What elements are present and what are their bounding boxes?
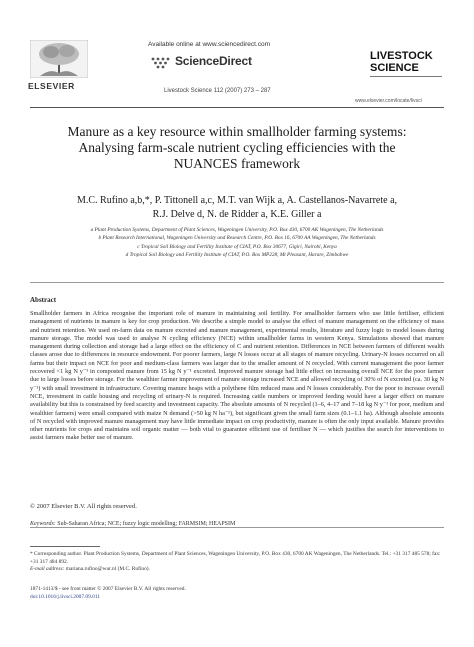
- brand-line-1: LIVESTOCK: [370, 50, 433, 62]
- journal-header: [0, 0, 474, 108]
- corresponding-author-note: [30, 551, 444, 574]
- title-line-3: NUANCES framework: [173, 156, 301, 171]
- affiliation-a: a Plant Production Systems, Department of Plant Sciences, Wageningen University, P.O. Box 430, 6700 AK Wageningen, The Netherlands: [90, 227, 384, 233]
- publisher-name: ELSEVIER: [28, 81, 75, 91]
- tree-icon: [30, 40, 88, 78]
- doi-link[interactable]: doi:10.1016/j.livsci.2007.09.011: [30, 593, 101, 600]
- author-list: [30, 194, 444, 222]
- journal-reference: Livestock Science 112 (2007) 273 – 287: [164, 88, 271, 94]
- sciencedirect-wordmark: ScienceDirect: [175, 54, 252, 68]
- sciencedirect-dots-icon: [150, 56, 172, 70]
- article-title: [30, 124, 444, 172]
- abstract-copyright: © 2007 Elsevier B.V. All rights reserved.: [30, 503, 137, 510]
- abstract-bottom-rule: [30, 527, 444, 528]
- email-address-link[interactable]: mariana.rufino@wur.nl (M.C. Rufino).: [65, 566, 150, 573]
- authors-line-2: R.J. Delve d, N. de Ridder a, K.E. Giller a: [152, 209, 322, 220]
- affiliation-b: b Plant Research International, Wageningen University and Research Centre, P.O. Box 16, 6700 AA Wageningen, The Netherlands: [98, 235, 376, 242]
- keywords-list: Sub-Saharan Africa; NCE; fuzzy logic modelling; FARMSIM; HEAPSIM: [57, 521, 236, 527]
- email-label: E-mail address:: [30, 566, 65, 573]
- affiliation-c: c Tropical Soil Biology and Fertility Institute of CIAT, P.O. Box 30677, Gigiri, Nairobi, Kenya: [137, 243, 337, 250]
- available-online-text: Available online at www.sciencedirect.com: [148, 41, 270, 48]
- journal-url-link[interactable]: www.elsevier.com/locate/livsci: [355, 98, 422, 104]
- title-line-2: Analysing farm-scale nutrient cycling efficiencies with the: [78, 140, 396, 155]
- abstract-heading: Abstract: [30, 296, 57, 304]
- article-meta: [30, 586, 186, 601]
- abstract-top-rule: [30, 282, 444, 283]
- affiliations: [30, 226, 444, 259]
- affiliation-d: d Tropical Soil Biology and Fertility Institute of CIAT, P.O. Box MP228, Mt Pleasant, Harare, Zimbabwe: [125, 251, 349, 258]
- footnote-rule: [30, 546, 100, 547]
- header-rule: [30, 107, 444, 108]
- email-line: [30, 566, 444, 574]
- journal-brand: [370, 50, 433, 74]
- authors-line-1: M.C. Rufino a,b,*, P. Tittonell a,c, M.T. van Wijk a, A. Castellanos-Navarrete a,: [76, 195, 398, 206]
- elsevier-tree-logo: [30, 40, 88, 86]
- keywords-label: Keywords:: [30, 521, 56, 527]
- brand-divider: [370, 76, 442, 77]
- sciencedirect-logo: [150, 55, 270, 71]
- corresponding-author-text: * Corresponding author. Plant Production Systems, Department of Plant Sciences, Wageningen University, P.O. Box 430, 6700 AK Wageningen, The Netherlands. Tel.: +31 317 485 578; fax: +31 317 484 892.: [30, 551, 441, 565]
- brand-line-2: SCIENCE: [370, 62, 419, 74]
- title-line-1: Manure as a key resource within smallholder farming systems:: [67, 124, 407, 139]
- issn-line: 1871-1413/$ - see front matter © 2007 Elsevier B.V. All rights reserved.: [30, 586, 186, 592]
- abstract-text: Smallholder farmers in Africa recognise the important role of manure in maintaining soil fertility. For smallholder farmers who use little fertiliser, efficient management of nutrients in manure is key for crop production. We describe a simple model to analyse the effect of manure management on the efficiency of mass and nutrient retention. We used on-farm data on manure excreted and manure management, experimental results, literature and fuzzy logic to model losses during manure storage. The model was used to analyse N cycling efficiency (NCE) within smallholder farms in western Kenya. Simulations showed that manure management during collection and storage had a large effect on the efficiency of C and nutrient retention. Differences in NCE between farmers of different wealth classes arose due to differences in resource endowment. For poorer farmers, large N losses occur at all stages of manure recycling. Urinary-N losses occurred on all farms but their impact on NCE for poor and medium-class farmers was larger due to the smaller amount of N recycled. With current management the poor farmer recovered <1 kg N y⁻¹ in composted manure from 15 kg N y⁻¹ excreted. Improved manure storage had little effect on increasing overall NCE for the poor farmer due to large losses before storage. For the wealthier farmer improvement of manure storage increased NCE and allowed recycling of 30% of N excreted (ca. 30 kg N y⁻¹) with small investment in infrastructure. Covering manure heaps with a polythene film reduced mass and N losses considerably. For the poor to increase overall NCE, investment in cattle housing and recycling of urinary-N is required. Increasing cattle numbers or improved feeding would have a larger effect on manure availability but this is constrained by feed scarcity and investment capacity. The absolute amounts of N recycled (1–6, 4–17 and 7–18 kg N y⁻¹ for poor, medium and wealthier farmers) were small compared with maize N demand (>50 kg N ha⁻¹), but significant given the small farm sizes (0.1–1.1 ha). Although absolute amounts of N recycled with improved manure management may have little immediate impact on crop productivity, manure is often the only input available. Manure provides other nutrients for crops and maintains soil organic matter — both vital to guarantee efficient use of fertiliser N — which justifies the search for interventions to assist farmers make better use of manure.: [30, 310, 444, 442]
